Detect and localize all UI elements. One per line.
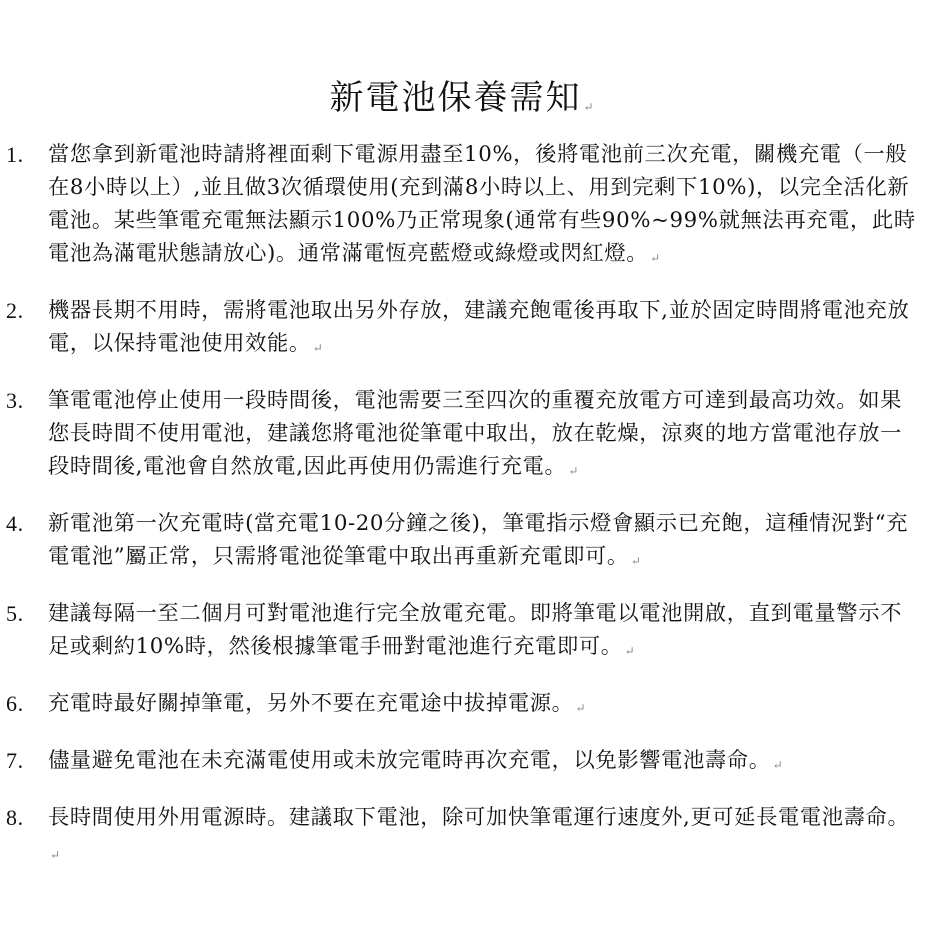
item-number: 4. (6, 511, 24, 536)
list-item (0, 687, 916, 725)
page-title (0, 74, 925, 131)
item-text: 新電池第一次充電時(當充電10-20分鐘之後)，筆電指示燈會顯示已充飽，這種情況對“充電電池”屬正常，只需將電池從筆電中取出再重新充電即可。 (48, 511, 909, 569)
item-number: 6. (6, 691, 24, 716)
list-item (0, 384, 916, 488)
paragraph-mark-icon: ↵ (630, 554, 642, 568)
paragraph-mark-icon: ↵ (50, 848, 61, 862)
item-number: 8. (6, 805, 24, 830)
item-text: 當您拿到新電池時請將裡面剩下電源用盡至10%，後將電池前三次充電，關機充電（一般在8小時以上）,並且做3次循環使用(充到滿8小時以上、用到完剩下10%)，以完全活化新電池。某些筆電充電無法顯示100%乃正常現象(通常有些90%~99%就無法再充電，此時電池為滿電狀態請放心)。通常滿電恆亮藍燈或綠燈或閃紅燈。 (48, 142, 916, 266)
item-text: 筆電電池停止使用一段時間後，電池需要三至四次的重覆充放電方可達到最高功效。如果您長時間不使用電池，建議您將電池從筆電中取出，放在乾燥，涼爽的地方當電池存放一段時間後,電池會自然放電,因此再使用仍需進行充電。 (48, 388, 902, 479)
list-item (0, 597, 916, 668)
item-number: 1. (6, 142, 24, 167)
list-item (0, 138, 916, 275)
paragraph-mark-icon: ↵ (650, 251, 661, 265)
list-item (0, 507, 916, 578)
paragraph-mark-icon: ↵ (568, 464, 580, 478)
item-number: 7. (6, 748, 24, 773)
paragraph-mark-icon: ↵ (772, 758, 784, 772)
paragraph-mark-icon: ↵ (312, 341, 324, 355)
list-item (0, 744, 916, 782)
item-text: 機器長期不用時，需將電池取出另外存放，建議充飽電後再取下,並於固定時間將電池充放電，以保持電池使用效能。 (48, 298, 910, 356)
title-text: 新電池保養需知 (329, 78, 582, 118)
item-text: 儘量避免電池在未充滿電使用或未放完電時再次充電，以免影響電池壽命。 (48, 748, 771, 773)
list-item (0, 801, 916, 872)
paragraph-mark-icon: ↵ (583, 100, 596, 114)
item-text: 長時間使用外用電源時。建議取下電池，除可加快筆電運行速度外,更可延長電電池壽命。 (48, 805, 910, 830)
paragraph-mark-icon: ↵ (575, 701, 587, 715)
item-text: 建議每隔一至二個月可對電池進行完全放電充電。即將筆電以電池開啟，直到電量警示不足或剩約10%時，然後根據筆電手冊對電池進行充電即可。 (48, 601, 902, 659)
item-number: 2. (6, 298, 24, 323)
item-text: 充電時最好關掉筆電，另外不要在充電途中拔掉電源。 (48, 691, 574, 716)
paragraph-mark-icon: ↵ (624, 644, 636, 658)
item-number: 3. (6, 388, 24, 413)
care-instructions-list (0, 138, 925, 891)
list-item (0, 294, 916, 365)
item-number: 5. (6, 601, 24, 626)
